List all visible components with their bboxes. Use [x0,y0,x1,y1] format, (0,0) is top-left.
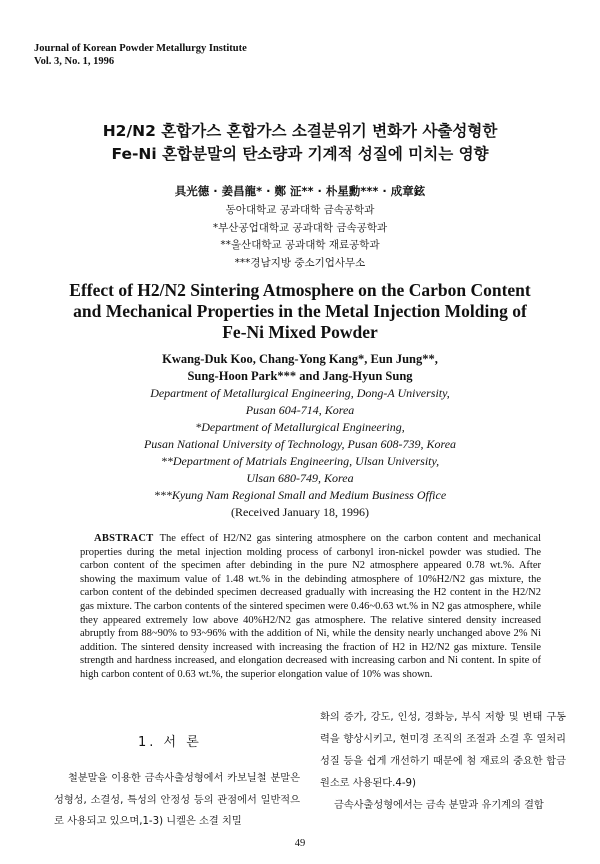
journal-header [34,42,247,68]
korean-affiliation: *부산공업대학교 공과대학 금속공학과 [212,221,388,234]
korean-affiliation: ***경남지방 중소기업사무소 [234,256,366,269]
english-title [0,280,600,343]
english-affiliation: **Department of Matrials Engineering, Ulsan University, [160,454,440,468]
korean-title-line-2: Fe-Ni 혼합분말의 탄소량과 기계적 성질에 미치는 영향 [111,145,489,163]
english-affiliation: ***Kyung Nam Regional Small and Medium Business Office [153,488,447,502]
english-affiliation: Ulsan 680-749, Korea [246,471,354,485]
page-number: 49 [294,838,306,849]
korean-affiliation: 동아대학교 공과대학 금속공학과 [225,204,375,216]
english-affiliations [0,385,600,521]
english-authors [0,351,600,385]
abstract-label: ABSTRACT [94,533,154,544]
english-title-line-1: Effect of H2/N2 Sintering Atmosphere on the Carbon Content [69,280,531,300]
journal-volume: Vol. 3, No. 1, 1996 [34,56,115,67]
left-column [54,768,300,833]
received-date: (Received January 18, 1996) [231,505,369,519]
english-affiliation: *Department of Metallurgical Engineering, [195,420,405,434]
english-authors-line-1: Kwang-Duk Koo, Chang-Yong Kang*, Eun Jung**, [162,352,438,366]
english-affiliation: Pusan 604-714, Korea [245,403,355,417]
right-column-paragraph: 금속사출성형에서는 금속 분말과 유기계의 결합 [334,800,544,811]
abstract-text: The effect of H2/N2 gas sintering atmosphere on the carbon content and mechanical properties during the metal injection molding process of carbonyl iron-nickel powder was studied. The carbon content of the specimen after debinding in the pure N2 atmosphere appeared 0.78 wt.%. After showing the maximum value of 1.48 wt.% in the debinding atmosphere of 10%H2/N2 gas mixture, the carbon content of the debinded specimen decreased gradually with increasing the H2 content in the H2/N2 gas mixture. The carbon contents of the sintered specimen were 0.46~0.63 wt.% in N2 gas atmosphere, while they appeared extremely low above 40%H2/N2 gas atmosphere. The relative sintered density increased abruptly from 88~90% to 93~96% with the addition of Ni, while the density nearly unchanged above 2% Ni addition. The sintered density increased with increasing the fraction of H2 in H2/N2 gas mixture. Tensile strength and hardness increased, and elongation decreased with increasing carbon and Ni content. In spite of high carbon content of 0.63 wt.%, the superior elongation value of 10% was shown. [80,533,541,680]
english-affiliation: Department of Metallurgical Engineering, Dong-A University, [150,386,450,400]
right-column [320,707,566,817]
english-title-line-2: and Mechanical Properties in the Metal Injection Molding of [73,301,527,321]
korean-affiliation: **울산대학교 공과대학 재료공학과 [220,239,380,251]
left-column-paragraph: 철분말을 이용한 금속사출성형에서 카보닐철 분말은 성형성, 소결성, 특성의 안정성 등의 관점에서 일반적으로 사용되고 있으며,1-3) 니켈은 소결 치밀 [54,773,300,827]
korean-title [0,120,600,166]
english-authors-line-2: Sung-Hoon Park*** and Jang-Hyun Sung [187,369,413,383]
english-affiliation: Pusan National University of Technology, Pusan 608-739, Korea [143,437,457,451]
korean-affiliations [0,202,600,272]
journal-name: Journal of Korean Powder Metallurgy Institute [34,43,247,54]
english-title-line-3: Fe-Ni Mixed Powder [222,322,378,342]
korean-title-line-1: H2/N2 혼합가스 혼합가스 소결분위기 변화가 사출성형한 [102,122,498,140]
abstract [80,532,541,682]
korean-authors: 具光德 · 姜昌龍* · 鄭 泟** · 朴星勳*** · 成章鉉 [174,184,426,198]
right-column-paragraph: 화의 증가, 강도, 인성, 경화능, 부식 저항 및 변태 구동력을 향상시키고, 현미경 조직의 조절과 소결 후 열처리 성질 등을 쉽게 개선하기 때문에 첨 재료의 중요한 합금 원소로 사용된다.4-9) [320,712,566,789]
section-title: 1. 서 론 [138,735,202,750]
